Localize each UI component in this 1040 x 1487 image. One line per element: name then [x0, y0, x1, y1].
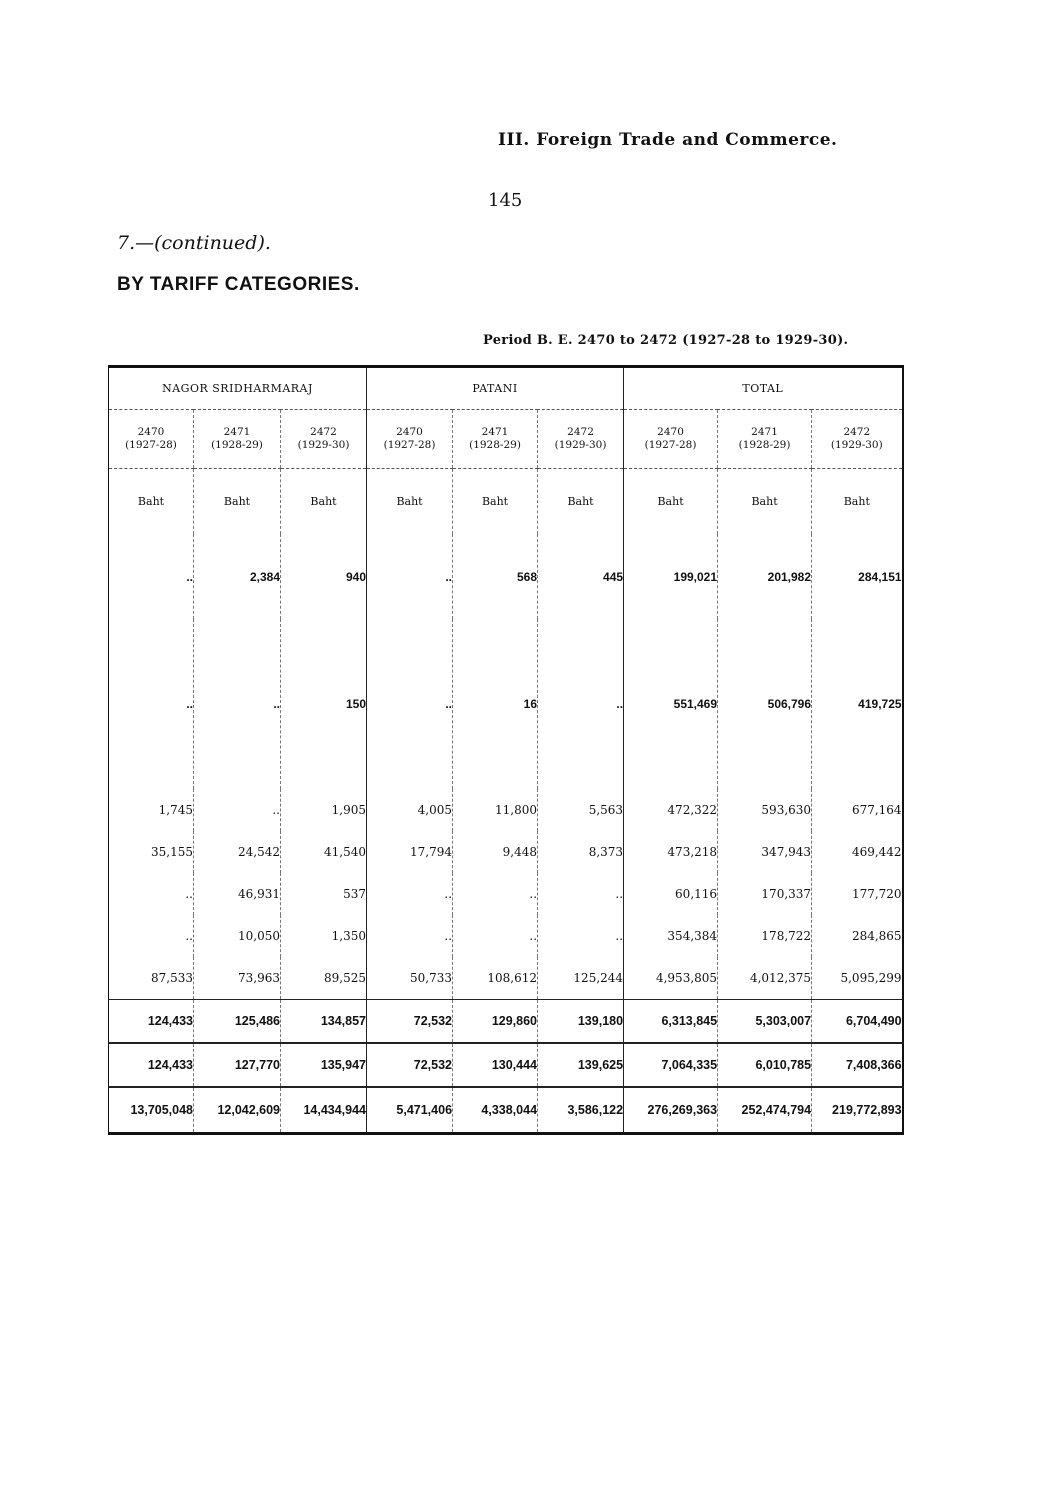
total-cell: 276,269,363 [624, 1087, 718, 1134]
table-cell: 170,337 [718, 873, 812, 915]
table-row [109, 534, 903, 619]
table-cell: 2,384 [194, 534, 281, 619]
total-cell: 72,532 [367, 999, 453, 1043]
table-cell: 568 [453, 534, 538, 619]
total-cell: 124,433 [109, 1043, 194, 1087]
table-cell: .. [538, 915, 624, 957]
table-cell: 284,151 [812, 534, 903, 619]
total-cell: 129,860 [453, 999, 538, 1043]
table-cell: .. [367, 873, 453, 915]
table-cell: 35,155 [151, 845, 193, 859]
year-label: 2472 [567, 426, 594, 438]
year-label: 2471 [223, 426, 251, 438]
year-header [718, 410, 812, 469]
table-cell: 5,563 [538, 789, 624, 831]
table-cell: 551,469 [624, 619, 718, 789]
table-cell: 17,794 [367, 831, 453, 873]
table-cell: 11,800 [453, 789, 538, 831]
group-header: TOTAL [624, 367, 903, 410]
section-heading: III. Foreign Trade and Commerce. [498, 130, 838, 150]
year-header [109, 410, 194, 469]
table-cell: 178,722 [718, 915, 812, 957]
table-row [109, 873, 903, 915]
grand-total-row [109, 1087, 903, 1134]
total-cell: 125,486 [194, 999, 281, 1043]
year-span: (1928-29) [738, 439, 791, 451]
table-cell: .. [194, 789, 281, 831]
table-cell: 16 [453, 619, 538, 789]
table-cell: 89,525 [281, 957, 367, 999]
total-cell: 5,303,007 [718, 999, 812, 1043]
table-cell: 419,725 [812, 619, 903, 789]
year-header [812, 410, 903, 469]
total-cell: 124,433 [109, 999, 194, 1043]
table-row [109, 789, 903, 831]
table-cell: .. [194, 619, 281, 789]
year-span: (1927-28) [383, 439, 436, 451]
year-label: 2472 [843, 426, 871, 438]
subtotal-row [109, 1043, 903, 1087]
table-cell: .. [186, 569, 193, 584]
table-cell: 4,012,375 [718, 957, 812, 999]
total-cell: 7,064,335 [624, 1043, 718, 1087]
group-header: PATANI [367, 367, 624, 410]
page-number: 145 [488, 190, 523, 211]
table-row [109, 915, 903, 957]
table-cell: 60,116 [624, 873, 718, 915]
table-cell: 593,630 [718, 789, 812, 831]
table-cell: 4,005 [367, 789, 453, 831]
table-cell: 10,050 [194, 915, 281, 957]
table-cell: 284,865 [812, 915, 903, 957]
total-cell: 135,947 [281, 1043, 367, 1087]
year-span: (1927-28) [125, 439, 177, 451]
year-header [624, 410, 718, 469]
table-row [109, 957, 903, 999]
year-label: 2470 [137, 426, 165, 438]
year-span: (1929-30) [830, 439, 883, 451]
table-cell: .. [453, 873, 538, 915]
unit-row [109, 469, 903, 535]
table-row [109, 831, 903, 873]
unit-label: Baht [367, 469, 453, 535]
table-cell: .. [185, 887, 193, 901]
total-cell: 14,434,944 [281, 1087, 367, 1134]
total-cell: 134,857 [281, 999, 367, 1043]
year-label: 2470 [657, 426, 684, 438]
table-cell: 201,982 [718, 534, 812, 619]
table-cell: 1,905 [281, 789, 367, 831]
year-span: (1928-29) [469, 439, 521, 451]
continued-label: 7.—(continued). [117, 232, 271, 254]
total-cell: 6,010,785 [718, 1043, 812, 1087]
table-cell: 1,350 [281, 915, 367, 957]
table-cell: 506,796 [718, 619, 812, 789]
table-cell: 4,953,805 [624, 957, 718, 999]
table-cell: 46,931 [194, 873, 281, 915]
group-header: NAGOR SRIDHARMARAJ [109, 367, 367, 410]
table-cell: 8,373 [538, 831, 624, 873]
page-title: BY TARIFF CATEGORIES. [117, 274, 360, 295]
total-cell: 6,313,845 [624, 999, 718, 1043]
unit-label: Baht [194, 469, 281, 535]
table-cell: .. [185, 929, 193, 943]
group-header-row [109, 367, 903, 410]
unit-label: Baht [624, 469, 718, 535]
year-label: 2471 [481, 426, 509, 438]
table-cell: 677,164 [812, 789, 903, 831]
year-label: 2470 [396, 426, 423, 438]
period-label: Period B. E. 2470 to 2472 (1927-28 to 1929-30). [483, 333, 849, 348]
table-cell: .. [186, 697, 193, 711]
total-cell: 219,772,893 [812, 1087, 903, 1134]
table-cell: 473,218 [624, 831, 718, 873]
total-cell: 139,180 [538, 999, 624, 1043]
year-header [538, 410, 624, 469]
table-cell: 24,542 [194, 831, 281, 873]
year-header [281, 410, 367, 469]
table-cell: 347,943 [718, 831, 812, 873]
total-cell: 5,471,406 [367, 1087, 453, 1134]
table-cell: 940 [281, 534, 367, 619]
year-header [367, 410, 453, 469]
year-span: (1927-28) [644, 439, 697, 451]
table-cell: 108,612 [453, 957, 538, 999]
year-label: 2471 [751, 426, 778, 438]
table-cell: 150 [281, 619, 367, 789]
tariff-table [108, 365, 904, 1135]
total-cell: 252,474,794 [718, 1087, 812, 1134]
table-cell: 73,963 [194, 957, 281, 999]
table-row [109, 619, 903, 789]
year-header-row [109, 410, 903, 469]
table-cell: 472,322 [624, 789, 718, 831]
table-cell: .. [367, 915, 453, 957]
year-header [194, 410, 281, 469]
table-cell: .. [367, 534, 453, 619]
year-label: 2472 [310, 426, 337, 438]
table-cell: .. [453, 915, 538, 957]
unit-label: Baht [812, 469, 903, 535]
total-cell: 6,704,490 [812, 999, 903, 1043]
table-cell: 469,442 [812, 831, 903, 873]
year-span: (1929-30) [554, 439, 607, 451]
total-cell: 72,532 [367, 1043, 453, 1087]
total-cell: 139,625 [538, 1043, 624, 1087]
table-cell: 125,244 [538, 957, 624, 999]
table-cell: 41,540 [281, 831, 367, 873]
total-cell: 7,408,366 [812, 1043, 903, 1087]
unit-label: Baht [538, 469, 624, 535]
table-cell: 5,095,299 [812, 957, 903, 999]
table-cell: .. [367, 619, 453, 789]
total-cell: 12,042,609 [194, 1087, 281, 1134]
total-cell: 3,586,122 [538, 1087, 624, 1134]
unit-label: Baht [718, 469, 812, 535]
year-span: (1928-29) [211, 439, 263, 451]
year-header [453, 410, 538, 469]
table-cell: .. [538, 619, 624, 789]
table-cell: 87,533 [151, 970, 193, 985]
unit-label: Baht [281, 469, 367, 535]
table-cell: 9,448 [453, 831, 538, 873]
table-cell: 50,733 [367, 957, 453, 999]
table-cell: .. [538, 873, 624, 915]
table-cell: 445 [538, 534, 624, 619]
unit-label: Baht [453, 469, 538, 535]
unit-label: Baht [137, 495, 165, 508]
table-cell: 199,021 [624, 534, 718, 619]
total-cell: 127,770 [194, 1043, 281, 1087]
table-cell: 177,720 [812, 873, 903, 915]
table-cell: 1,745 [158, 803, 193, 817]
subtotal-row [109, 999, 903, 1043]
total-cell: 13,705,048 [109, 1087, 194, 1134]
year-span: (1929-30) [297, 439, 350, 451]
table-cell: 537 [281, 873, 367, 915]
total-cell: 4,338,044 [453, 1087, 538, 1134]
table-cell: 354,384 [624, 915, 718, 957]
total-cell: 130,444 [453, 1043, 538, 1087]
